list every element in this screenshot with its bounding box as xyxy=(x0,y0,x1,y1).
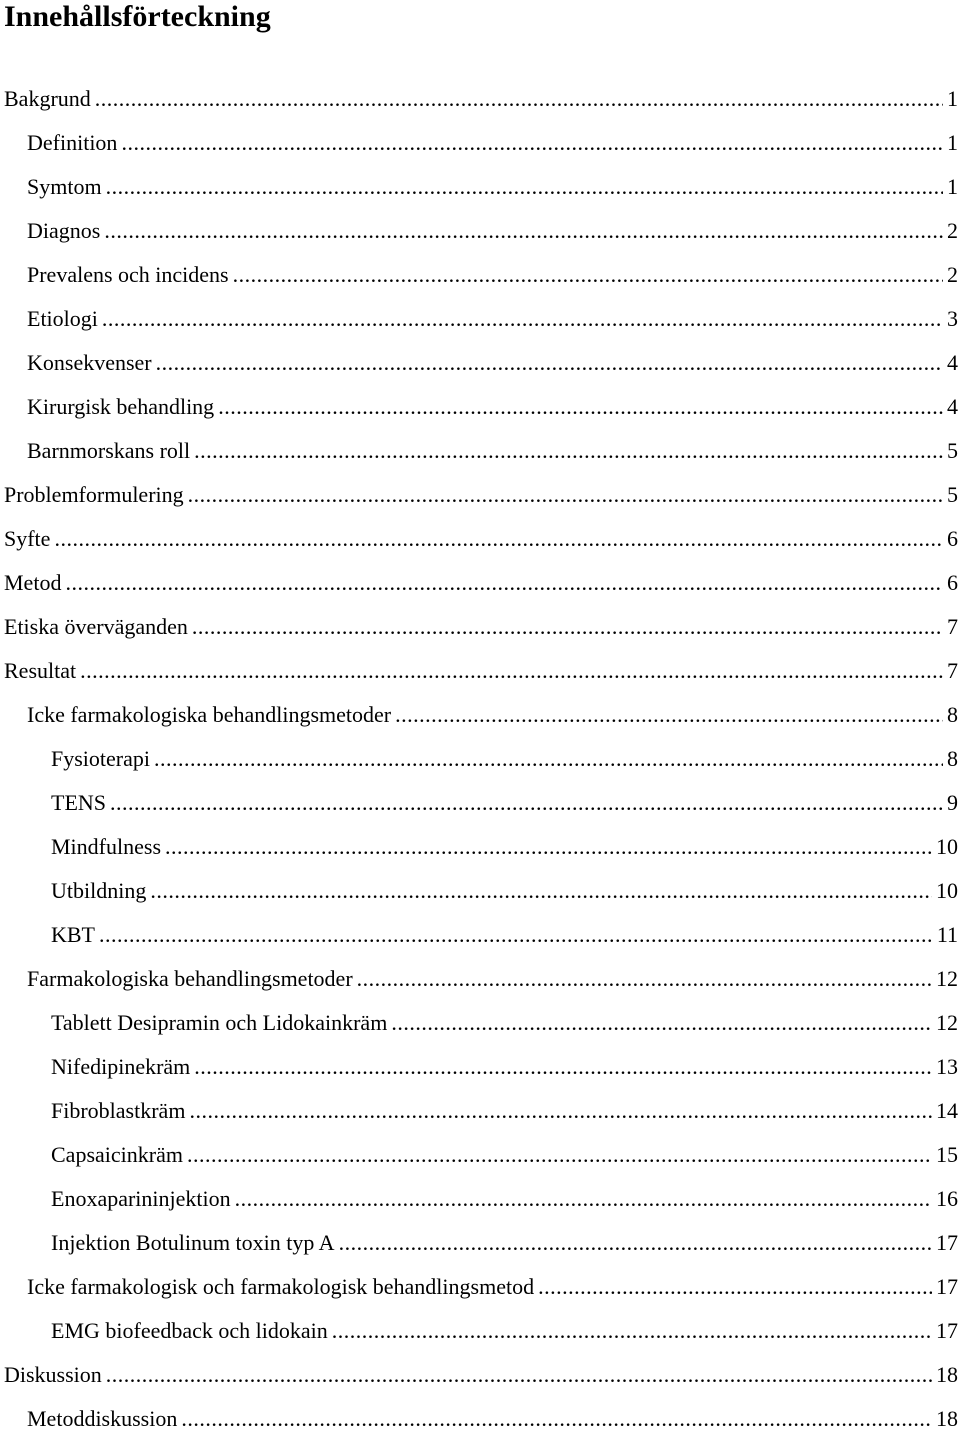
toc-page-number: 11 xyxy=(936,922,958,947)
toc-entry[interactable] xyxy=(0,737,960,781)
toc-entry[interactable] xyxy=(0,605,960,649)
toc-dot-leader xyxy=(218,385,943,429)
toc-dot-leader xyxy=(110,781,943,825)
toc-entry[interactable] xyxy=(0,165,960,209)
toc-dot-leader xyxy=(165,825,932,869)
toc-entry-label: Problemformulering xyxy=(4,482,184,507)
toc-entry[interactable] xyxy=(0,825,960,869)
toc-entry[interactable] xyxy=(0,121,960,165)
toc-dot-leader xyxy=(80,649,943,693)
toc-dot-leader xyxy=(95,77,943,121)
toc-page-number: 1 xyxy=(947,86,958,111)
toc-entry-label: Nifedipinekräm xyxy=(51,1054,191,1079)
toc-entry-label: Fibroblastkräm xyxy=(51,1098,186,1123)
toc-entry[interactable] xyxy=(0,781,960,825)
toc-page-number: 10 xyxy=(936,878,958,903)
toc-entry[interactable] xyxy=(0,1001,960,1045)
toc-dot-leader xyxy=(194,1045,932,1089)
toc-dot-leader xyxy=(106,1353,932,1397)
toc-page-number: 1 xyxy=(947,174,958,199)
toc-dot-leader xyxy=(99,913,933,957)
toc-dot-leader xyxy=(194,429,943,473)
toc-entry[interactable] xyxy=(0,77,960,121)
page-title: Innehållsförteckning xyxy=(4,0,271,33)
toc-entry-label: Injektion Botulinum toxin typ A xyxy=(51,1230,335,1255)
toc-entry[interactable] xyxy=(0,1177,960,1221)
toc-page-number: 6 xyxy=(947,570,958,595)
toc-entry[interactable] xyxy=(0,649,960,693)
toc-dot-leader xyxy=(65,561,943,605)
toc-page-number: 7 xyxy=(947,614,958,639)
toc-dot-leader xyxy=(121,121,943,165)
toc-dot-leader xyxy=(395,693,943,737)
toc-page-number: 17 xyxy=(936,1230,958,1255)
toc-entry-label: EMG biofeedback och lidokain xyxy=(51,1318,328,1343)
toc-page-number: 16 xyxy=(936,1186,958,1211)
toc-dot-leader xyxy=(339,1221,932,1265)
toc-entry[interactable] xyxy=(0,253,960,297)
toc-entry[interactable] xyxy=(0,473,960,517)
toc-entry-label: Metoddiskussion xyxy=(27,1406,178,1431)
toc-entry-label: Tablett Desipramin och Lidokainkräm xyxy=(51,1010,388,1035)
toc-entry[interactable] xyxy=(0,1133,960,1177)
toc-entry-label: KBT xyxy=(51,922,95,947)
toc-entry-label: TENS xyxy=(51,790,106,815)
toc-page-number: 8 xyxy=(947,746,958,771)
toc-entry-label: Capsaicinkräm xyxy=(51,1142,183,1167)
toc-dot-leader xyxy=(154,737,943,781)
toc-dot-leader xyxy=(233,253,943,297)
toc-page-number: 4 xyxy=(947,394,958,419)
toc-page-number: 14 xyxy=(936,1098,958,1123)
toc-dot-leader xyxy=(391,1001,932,1045)
toc-entry[interactable] xyxy=(0,517,960,561)
toc-entry-label: Diagnos xyxy=(27,218,101,243)
toc-dot-leader xyxy=(357,957,932,1001)
toc-page-number: 1 xyxy=(947,130,958,155)
toc-entry[interactable] xyxy=(0,209,960,253)
toc-entry-label: Konsekvenser xyxy=(27,350,152,375)
toc-entry[interactable] xyxy=(0,1265,960,1309)
toc-dot-leader xyxy=(54,517,943,561)
toc-dot-leader xyxy=(332,1309,932,1353)
toc-dot-leader xyxy=(192,605,943,649)
toc-entry-label: Farmakologiska behandlingsmetoder xyxy=(27,966,353,991)
toc-entry-label: Etiska överväganden xyxy=(4,614,188,639)
toc-dot-leader xyxy=(156,341,943,385)
toc-page-number: 17 xyxy=(936,1274,958,1299)
toc-page-number: 3 xyxy=(947,306,958,331)
toc-page-number: 18 xyxy=(936,1406,958,1431)
toc-page-number: 13 xyxy=(936,1054,958,1079)
toc-entry[interactable] xyxy=(0,429,960,473)
toc-entry-label: Bakgrund xyxy=(4,86,91,111)
toc-entry-label: Kirurgisk behandling xyxy=(27,394,215,419)
toc-entry-label: Enoxaparininjektion xyxy=(51,1186,231,1211)
toc-page-number: 7 xyxy=(947,658,958,683)
toc-page-number: 4 xyxy=(947,350,958,375)
toc-page-number: 17 xyxy=(936,1318,958,1343)
toc-entry[interactable] xyxy=(0,1397,960,1441)
toc-page-number: 9 xyxy=(947,790,958,815)
table-of-contents xyxy=(0,77,960,1441)
toc-entry-label: Syfte xyxy=(4,526,51,551)
toc-page-number: 10 xyxy=(936,834,958,859)
toc-entry-label: Mindfulness xyxy=(51,834,161,859)
toc-dot-leader xyxy=(106,165,943,209)
toc-entry[interactable] xyxy=(0,1353,960,1397)
toc-entry[interactable] xyxy=(0,1309,960,1353)
toc-entry-label: Icke farmakologiska behandlingsmetoder xyxy=(27,702,392,727)
toc-entry[interactable] xyxy=(0,385,960,429)
toc-dot-leader xyxy=(102,297,943,341)
toc-dot-leader xyxy=(189,1089,932,1133)
toc-entry-label: Fysioterapi xyxy=(51,746,150,771)
toc-page-number: 12 xyxy=(936,1010,958,1035)
toc-page-number: 15 xyxy=(936,1142,958,1167)
toc-entry[interactable] xyxy=(0,1045,960,1089)
toc-entry[interactable] xyxy=(0,869,960,913)
toc-entry-label: Etiologi xyxy=(27,306,98,331)
toc-dot-leader xyxy=(235,1177,932,1221)
toc-entry[interactable] xyxy=(0,957,960,1001)
toc-page-number: 5 xyxy=(947,438,958,463)
toc-page-number: 2 xyxy=(947,262,958,287)
toc-entry[interactable] xyxy=(0,297,960,341)
toc-dot-leader xyxy=(538,1265,932,1309)
toc-page-number: 12 xyxy=(936,966,958,991)
toc-entry-label: Diskussion xyxy=(4,1362,102,1387)
toc-page-number: 8 xyxy=(947,702,958,727)
toc-entry-label: Prevalens och incidens xyxy=(27,262,229,287)
toc-entry-label: Utbildning xyxy=(51,878,147,903)
toc-dot-leader xyxy=(150,869,932,913)
toc-page-number: 5 xyxy=(947,482,958,507)
toc-entry[interactable] xyxy=(0,1089,960,1133)
toc-entry[interactable] xyxy=(0,561,960,605)
toc-page-number: 18 xyxy=(936,1362,958,1387)
toc-entry-label: Definition xyxy=(27,130,118,155)
toc-entry-label: Icke farmakologisk och farmakologisk behandlingsmetod xyxy=(27,1274,535,1299)
toc-page-number: 6 xyxy=(947,526,958,551)
toc-entry[interactable] xyxy=(0,1221,960,1265)
toc-dot-leader xyxy=(104,209,943,253)
toc-entry[interactable] xyxy=(0,341,960,385)
toc-entry[interactable] xyxy=(0,913,960,957)
toc-dot-leader xyxy=(188,473,943,517)
toc-entry[interactable] xyxy=(0,693,960,737)
toc-entry-label: Barnmorskans roll xyxy=(27,438,191,463)
toc-entry-label: Symtom xyxy=(27,174,102,199)
toc-entry-label: Resultat xyxy=(4,658,77,683)
toc-entry-label: Metod xyxy=(4,570,62,595)
toc-dot-leader xyxy=(187,1133,932,1177)
toc-page-number: 2 xyxy=(947,218,958,243)
toc-dot-leader xyxy=(181,1397,932,1441)
